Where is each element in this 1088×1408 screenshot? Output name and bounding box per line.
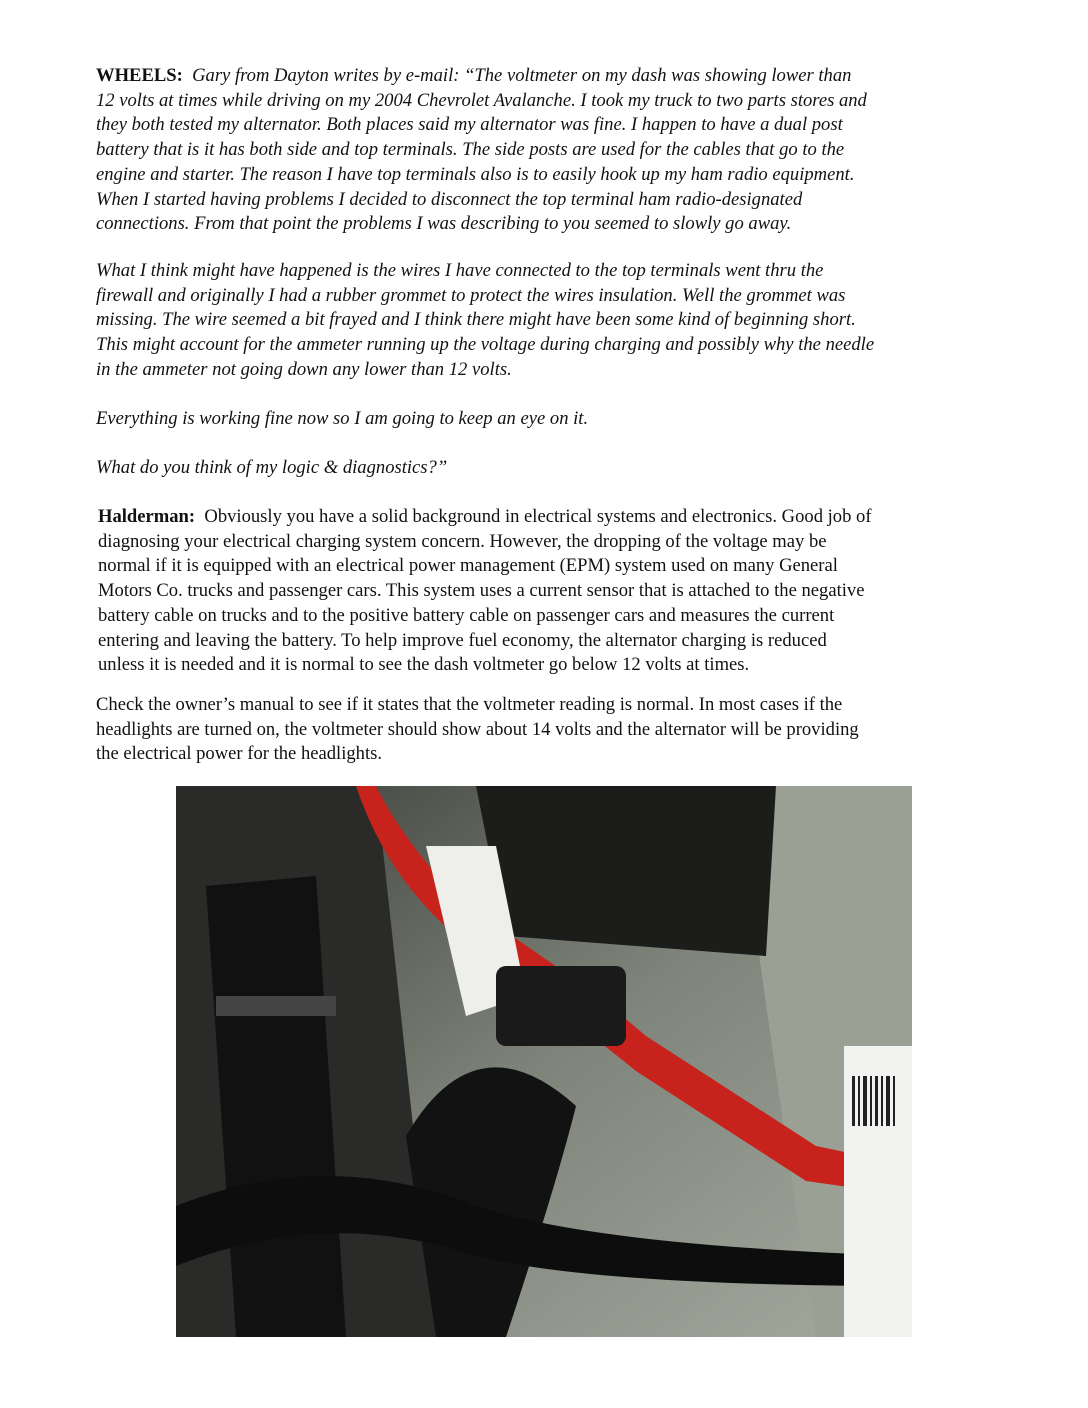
answer-line: unless it is needed and it is normal to see the dash voltmeter go below 12 volts at times.	[98, 654, 750, 676]
letter-line: firewall and originally I had a rubber grommet to protect the wires insulation. Well the grommet was	[96, 284, 846, 306]
section-label-wheels: WHEELS:	[96, 65, 183, 86]
letter-line: What do you think of my logic & diagnostics?”	[96, 457, 448, 478]
letter-line: This might account for the ammeter running up the voltage during charging and possibly why the needle	[96, 334, 875, 356]
answer-paragraph-2	[96, 693, 859, 767]
answer-line: headlights are turned on, the voltmeter should show about 14 volts and the alternator will be providing	[96, 718, 859, 740]
letter-line: Everything is working fine now so I am going to keep an eye on it.	[96, 408, 589, 429]
letter-paragraph-3	[96, 407, 588, 432]
letter-line: in the ammeter not going down any lower than 12 volts.	[96, 358, 512, 380]
answer-line: diagnosing your electrical charging system concern. However, the dropping of the voltage may be	[98, 530, 827, 552]
letter-line: 12 volts at times while driving on my 2004 Chevrolet Avalanche. I took my truck to two parts stores and	[96, 89, 867, 111]
letter-line: connections. From that point the problems I was describing to you seemed to slowly go away.	[96, 213, 792, 235]
letter-paragraph-4	[96, 456, 447, 481]
section-label-halderman: Halderman:	[98, 506, 196, 527]
letter-line: they both tested my alternator. Both places said my alternator was fine. I happen to have a dual post	[96, 114, 843, 136]
current-sensor-photo	[176, 786, 912, 1337]
answer-line: battery cable on trucks and to the positive battery cable on passenger cars and measures the current	[98, 604, 835, 626]
answer-line: entering and leaving the battery. To help improve fuel economy, the alternator charging is reduced	[98, 629, 827, 651]
answer-line: normal if it is equipped with an electrical power management (EPM) system used on many General	[98, 555, 838, 577]
letter-line: battery that is it has both side and top terminals. The side posts are used for the cables that go to the	[96, 139, 845, 161]
letter-paragraph-2	[96, 259, 874, 383]
letter-line: What I think might have happened is the wires I have connected to the top terminals went thru the	[96, 260, 824, 281]
answer-line: Check the owner’s manual to see if it states that the voltmeter reading is normal. In most cases if the	[96, 694, 843, 715]
letter-paragraph-1	[96, 64, 867, 237]
answer-line: the electrical power for the headlights.	[96, 743, 383, 765]
letter-line: engine and starter. The reason I have top terminals also is to easily hook up my ham radio equipment.	[96, 163, 855, 185]
answer-line: Motors Co. trucks and passenger cars. This system uses a current sensor that is attached to the negative	[98, 580, 865, 602]
letter-line	[96, 64, 867, 89]
answer-paragraph-1	[98, 505, 872, 678]
letter-text: Gary from Dayton writes by e-mail: “The voltmeter on my dash was showing lower than	[192, 65, 852, 86]
letter-line: When I started having problems I decided to disconnect the top terminal ham radio-designated	[96, 188, 803, 210]
answer-text: Obviously you have a solid background in electrical systems and electronics. Good job of	[204, 506, 872, 527]
letter-line: missing. The wire seemed a bit frayed and I think there might have been some kind of beginning short.	[96, 309, 856, 331]
answer-line	[98, 505, 872, 530]
